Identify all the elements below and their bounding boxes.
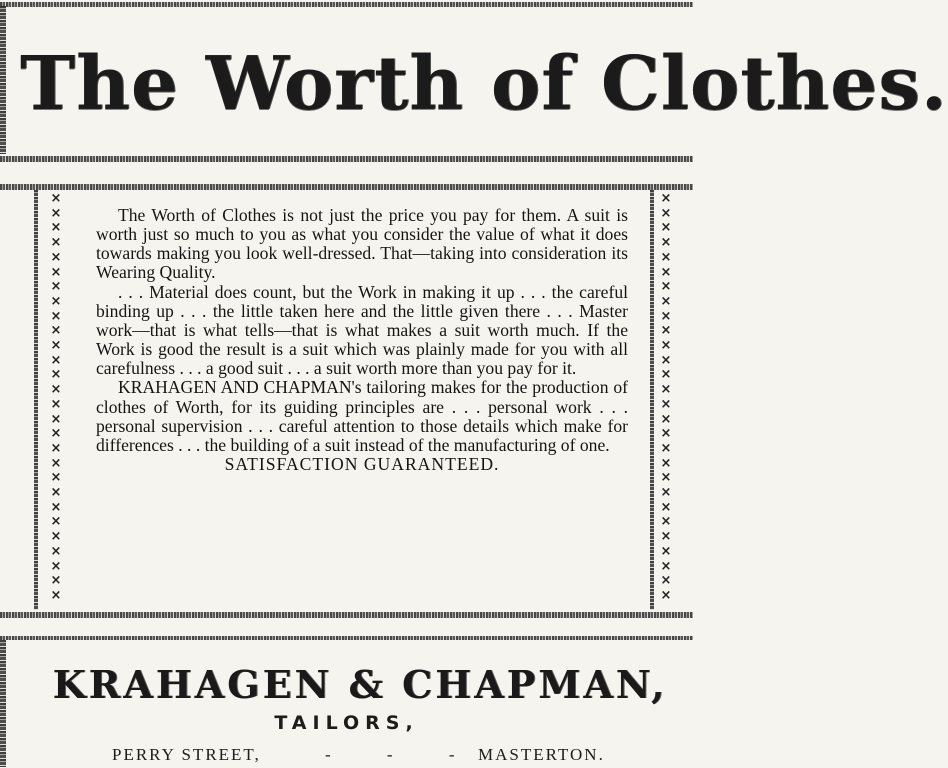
border-x-mark: × xyxy=(660,264,672,280)
border-x-mark: × xyxy=(50,367,62,383)
border-x-mark: × xyxy=(50,529,62,545)
ad-copy xyxy=(96,206,628,474)
firm-name: KRAHAGEN & CHAPMAN, xyxy=(52,662,668,707)
border-x-mark: × xyxy=(50,485,62,501)
paragraph-material: . . . Material does count, but the Work in making it up . . . the careful binding up . . . the little taken here and the little given there . . . Master work—that is what tells—that is what makes a suit worth much. If the Work is good the result is a suit which was plainly made for you with all carefulness . . . a good suit . . . a suit worth more than you pay for it. xyxy=(96,281,628,379)
address-dashes: - - - xyxy=(325,745,481,764)
left-panel-border xyxy=(34,190,38,610)
border-x-mark: × xyxy=(50,249,62,265)
border-x-mark: × xyxy=(50,205,62,221)
border-x-mark: × xyxy=(50,558,62,574)
town-name: MASTERTON. xyxy=(478,745,605,764)
street-name: PERRY STREET, xyxy=(112,745,261,764)
border-x-mark: × xyxy=(660,235,672,251)
border-x-mark: × xyxy=(50,514,62,530)
border-x-mark: × xyxy=(50,382,62,398)
border-x-mark: × xyxy=(660,249,672,265)
border-x-mark: × xyxy=(660,587,672,603)
border-x-mark: × xyxy=(50,440,62,456)
border-x-mark: × xyxy=(660,543,672,559)
border-x-mark: × xyxy=(660,338,672,354)
border-x-mark: × xyxy=(50,573,62,589)
title-bottom-rule xyxy=(0,156,693,162)
border-x-mark: × xyxy=(50,338,62,354)
panel-bottom-rule xyxy=(0,612,693,618)
paragraph-tailoring: KRAHAGEN AND CHAPMAN's tailoring makes for the production of clothes of Worth, for its guiding principles are . . . personal work . . . personal supervision . . . careful attention to those details which make for differences . . . the building of a suit instead of the manufacturing of one. xyxy=(96,377,628,455)
border-x-mark: × xyxy=(660,440,672,456)
left-x-border xyxy=(46,192,66,604)
border-x-mark: × xyxy=(660,426,672,442)
right-panel-border xyxy=(650,190,654,610)
border-x-mark: × xyxy=(660,367,672,383)
border-x-mark: × xyxy=(50,426,62,442)
border-x-mark: × xyxy=(50,470,62,486)
border-x-mark: × xyxy=(50,235,62,251)
border-x-mark: × xyxy=(660,573,672,589)
border-x-mark: × xyxy=(660,485,672,501)
border-x-mark: × xyxy=(50,279,62,295)
border-x-mark: × xyxy=(660,205,672,221)
border-x-mark: × xyxy=(50,396,62,412)
border-x-mark: × xyxy=(50,411,62,427)
footer-top-rule xyxy=(0,636,693,640)
border-x-mark: × xyxy=(660,529,672,545)
left-title-border xyxy=(0,6,6,154)
guarantee-line: SATISFACTION GUARANTEED. xyxy=(224,454,500,475)
border-x-mark: × xyxy=(660,293,672,309)
border-x-mark: × xyxy=(50,543,62,559)
top-border-rule xyxy=(0,2,693,7)
border-x-mark: × xyxy=(50,499,62,515)
border-x-mark: × xyxy=(660,411,672,427)
border-x-mark: × xyxy=(660,308,672,324)
border-x-mark: × xyxy=(50,308,62,324)
border-x-mark: × xyxy=(660,558,672,574)
border-x-mark: × xyxy=(50,587,62,603)
border-x-mark: × xyxy=(660,191,672,206)
border-x-mark: × xyxy=(50,264,62,280)
border-x-mark: × xyxy=(660,323,672,339)
headline: The Worth of Clothes. xyxy=(20,41,948,127)
border-x-mark: × xyxy=(50,293,62,309)
border-x-mark: × xyxy=(50,191,62,206)
border-x-mark: × xyxy=(660,279,672,295)
paragraph-worth: The Worth of Clothes is not just the price you pay for them. A suit is worth just so much to you as what you consider the value of what it does towards making you look well-dressed. That—taking into consideration its Wearing Quality. xyxy=(96,205,628,283)
border-x-mark: × xyxy=(660,499,672,515)
border-x-mark: × xyxy=(660,514,672,530)
border-x-mark: × xyxy=(50,352,62,368)
border-x-mark: × xyxy=(50,323,62,339)
border-x-mark: × xyxy=(660,382,672,398)
border-x-mark: × xyxy=(660,470,672,486)
border-x-mark: × xyxy=(50,455,62,471)
border-x-mark: × xyxy=(660,220,672,236)
right-x-border xyxy=(656,192,676,604)
address-line xyxy=(0,744,693,768)
trade-label: TAILORS, xyxy=(274,712,419,734)
panel-top-rule xyxy=(0,184,693,190)
border-x-mark: × xyxy=(660,455,672,471)
border-x-mark: × xyxy=(660,352,672,368)
border-x-mark: × xyxy=(660,396,672,412)
border-x-mark: × xyxy=(50,220,62,236)
